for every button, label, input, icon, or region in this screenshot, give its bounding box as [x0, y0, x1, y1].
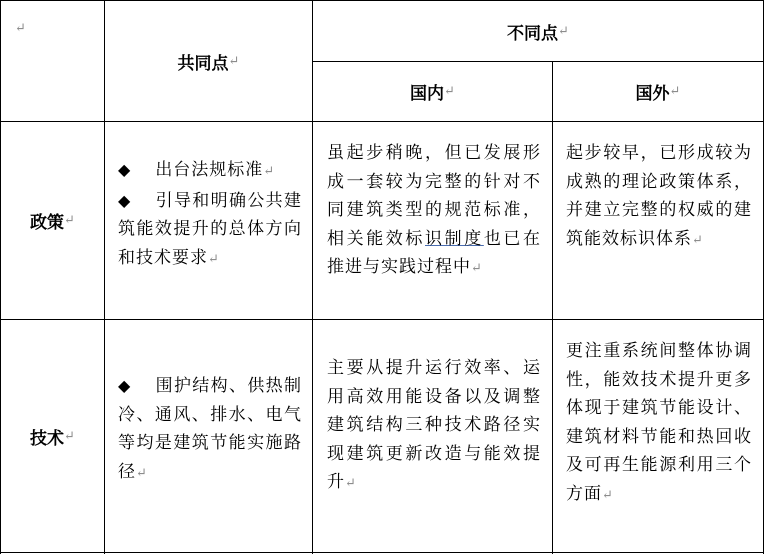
- header-domestic: 国内: [410, 84, 445, 104]
- technology-common-cell: [118, 372, 302, 488]
- paragraph-mark: ↵: [64, 428, 75, 444]
- policy-common-cell: [118, 156, 302, 274]
- header-foreign: 国外: [635, 84, 670, 104]
- policy-foreign-cell: 起步较早，已形成较为成熟的理论政策体系，并建立完整的权威的建筑能效标识体系↵: [566, 143, 752, 249]
- paragraph-mark: ↵: [669, 84, 681, 99]
- technology-foreign-cell: 更注重系统间整体协调性，能效技术提升更多体现于建筑节能设计、建筑材料节能和热回收及可再生能源利用三个方面↵: [566, 341, 752, 504]
- policy-common-item-1: ◆ 出台法规标准↵: [118, 160, 276, 180]
- row-label-cell-technology: [1, 320, 104, 552]
- header-domestic-cell: [313, 62, 552, 121]
- header-corner-cell: [1, 1, 104, 121]
- diamond-bullet-icon: ◆: [118, 376, 132, 395]
- header-foreign-cell: [553, 62, 763, 121]
- paragraph-mark: ↵: [64, 213, 75, 228]
- policy-common-item-2: ◆ 引导和明确公共建筑能效提升的总体方向和技术要求↵: [118, 190, 302, 268]
- row-label-technology: 技术: [30, 428, 65, 449]
- col-divider-3: [552, 61, 553, 554]
- table-border-bottom: [0, 552, 764, 553]
- policy-domestic-cell: 虽起步稍晚，但已发展形成一套较为完整的针对不同建筑类型的规范标准，相关能效标识制度也已在推进与实践过程中↵: [327, 143, 542, 277]
- header-bottom-divider: [0, 121, 764, 122]
- row-divider: [0, 319, 764, 320]
- diamond-bullet-icon: ◆: [118, 160, 132, 179]
- row-label-policy: 政策: [30, 213, 65, 233]
- diamond-bullet-icon: ◆: [118, 190, 132, 210]
- technology-domestic-cell: 主要从提升运行效率、运用高效用能设备以及调整建筑结构三种技术路径实现建筑更新改造与能效提升↵: [327, 358, 541, 492]
- underlined-term: 识制度: [425, 228, 484, 249]
- row-label-cell-policy: [1, 122, 104, 319]
- paragraph-mark: ↵: [558, 23, 569, 39]
- header-different-cell: [313, 1, 763, 61]
- paragraph-mark: ↵: [228, 53, 240, 69]
- paragraph-mark: ↵: [444, 84, 455, 99]
- header-different: 不同点: [507, 23, 559, 44]
- header-common: 共同点: [177, 53, 229, 74]
- technology-common-item-1: ◆ 围护结构、供热制冷、通风、排水、电气等均是建筑节能实施路径↵: [118, 376, 302, 482]
- header-common-cell: [105, 1, 312, 121]
- paragraph-mark: ↵: [15, 21, 26, 36]
